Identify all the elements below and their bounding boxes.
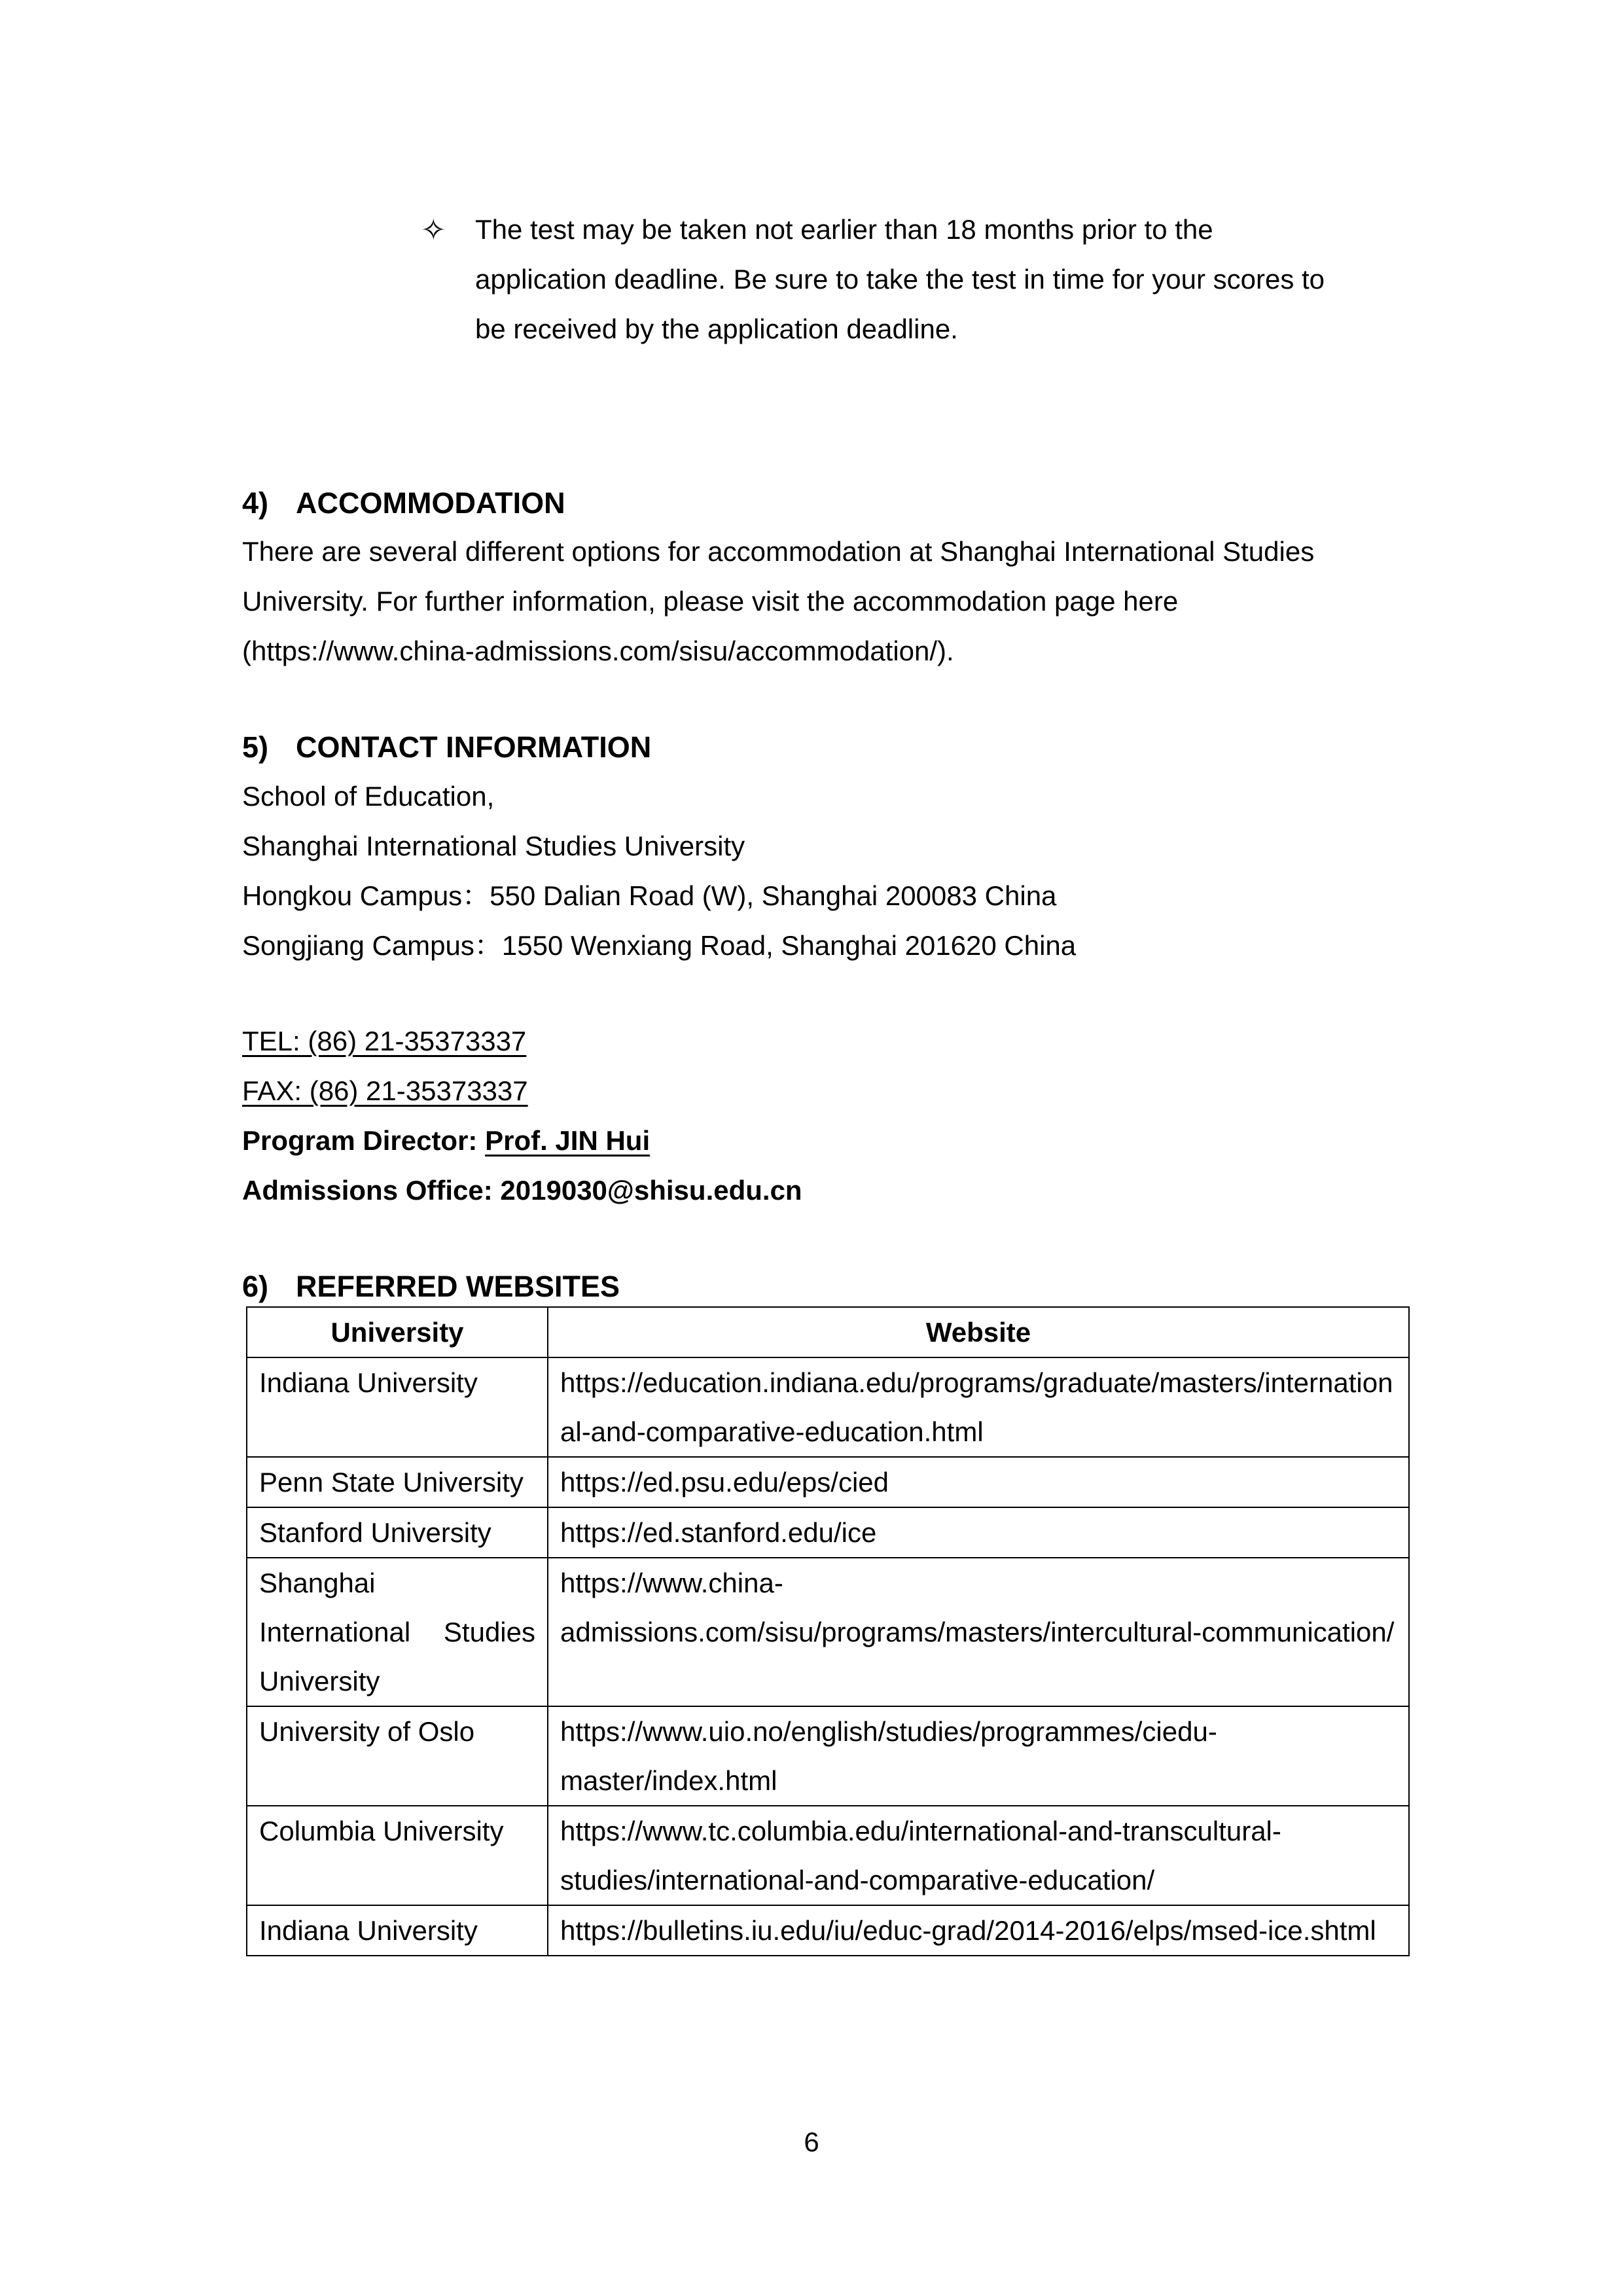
contact-line: School of Education, (242, 781, 495, 812)
bullet-text (475, 205, 1325, 354)
section-heading-contact (242, 723, 651, 772)
website-cell (548, 1507, 1409, 1558)
bullet-line: be received by the application deadline. (475, 314, 958, 344)
cell-line: University of Oslo (259, 1716, 475, 1747)
section-title: ACCOMMODATION (296, 486, 565, 520)
page-number: 6 (804, 2126, 819, 2157)
table-row (247, 1706, 1409, 1806)
cell-line: https://bulletins.iu.edu/iu/educ-grad/2014-2016/elps/msed-ice.shtml (560, 1915, 1376, 1946)
contact-line: Songjiang Campus：1550 Wenxiang Road, Shanghai 201620 China (242, 930, 1077, 961)
cell-line: International Studies (259, 1617, 535, 1647)
table-row (247, 1457, 1409, 1507)
cell-line: admissions.com/sisu/programs/masters/intercultural-communication/ (560, 1617, 1395, 1647)
cell-line: Indiana University (259, 1915, 478, 1946)
website-cell (548, 1905, 1409, 1956)
website-cell (548, 1706, 1409, 1806)
section-number: 4) (242, 486, 269, 520)
website-cell (548, 1806, 1409, 1905)
cell-line: https://www.tc.columbia.edu/international-and-transcultural- (560, 1816, 1281, 1846)
table-row (247, 1558, 1409, 1706)
table-row (247, 1507, 1409, 1558)
university-cell (247, 1507, 548, 1558)
websites-table (246, 1306, 1410, 1956)
university-cell (247, 1706, 548, 1806)
bullet-item (421, 205, 1325, 354)
university-cell (247, 1357, 548, 1457)
cell-line: studies/international-and-comparative-education/ (560, 1865, 1155, 1895)
cell-line: https://www.china- (560, 1568, 783, 1598)
university-cell (247, 1905, 548, 1956)
tel-value: TEL: (86) 21-35373337 (242, 1026, 527, 1056)
university-cell (247, 1558, 548, 1706)
university-column-header: University (247, 1307, 548, 1357)
website-cell (548, 1357, 1409, 1457)
cell-line: Shanghai (259, 1568, 376, 1598)
diamond-bullet-icon: ✧ (421, 213, 446, 247)
contact-line: Shanghai International Studies University (242, 831, 745, 861)
cell-line: https://education.indiana.edu/programs/graduate/masters/internation (560, 1367, 1393, 1398)
cell-line: University (259, 1666, 380, 1696)
university-cell (247, 1457, 548, 1507)
paragraph-line: There are several different options for accommodation at Shanghai International Studies (242, 536, 1315, 567)
section-heading-accommodation (242, 478, 565, 528)
accommodation-paragraph (242, 527, 1314, 676)
table-row (247, 1905, 1409, 1956)
program-director-line (242, 1116, 802, 1166)
website-cell (548, 1558, 1409, 1706)
fax-line (242, 1066, 802, 1116)
fax-value: FAX: (86) 21-35373337 (242, 1075, 528, 1106)
section-title: REFERRED WEBSITES (296, 1270, 620, 1303)
cell-line: Stanford University (259, 1517, 491, 1548)
tel-line (242, 1016, 802, 1066)
table-header-row (247, 1307, 1409, 1357)
website-cell (548, 1457, 1409, 1507)
contact-line: Hongkou Campus：550 Dalian Road (W), Shanghai 200083 China (242, 880, 1057, 911)
program-director-name: Prof. JIN Hui (485, 1125, 651, 1156)
website-column-header: Website (548, 1307, 1409, 1357)
bullet-line: application deadline. Be sure to take the test in time for your scores to (475, 264, 1325, 295)
section-number: 6) (242, 1270, 269, 1303)
table-row (247, 1357, 1409, 1457)
table-row (247, 1806, 1409, 1905)
cell-line: master/index.html (560, 1765, 777, 1796)
admissions-office-line: Admissions Office: 2019030@shisu.edu.cn (242, 1175, 802, 1206)
cell-line: al-and-comparative-education.html (560, 1416, 984, 1447)
cell-line: https://ed.psu.edu/eps/cied (560, 1467, 889, 1498)
cell-line: Penn State University (259, 1467, 524, 1498)
contact-details (242, 1016, 802, 1215)
cell-line: Indiana University (259, 1367, 478, 1398)
section-title: CONTACT INFORMATION (296, 730, 652, 764)
section-number: 5) (242, 730, 269, 764)
program-director-label: Program Director: (242, 1125, 486, 1156)
paragraph-line: University. For further information, please visit the accommodation page here (242, 586, 1179, 617)
university-cell (247, 1806, 548, 1905)
cell-line: https://ed.stanford.edu/ice (560, 1517, 877, 1548)
bullet-line: The test may be taken not earlier than 18 months prior to the (475, 214, 1213, 245)
paragraph-line: (https://www.china-admissions.com/sisu/accommodation/). (242, 636, 954, 666)
section-heading-websites (242, 1262, 620, 1312)
cell-line: https://www.uio.no/english/studies/programmes/ciedu- (560, 1716, 1217, 1747)
cell-line: Columbia University (259, 1816, 504, 1846)
contact-address (242, 772, 1076, 971)
